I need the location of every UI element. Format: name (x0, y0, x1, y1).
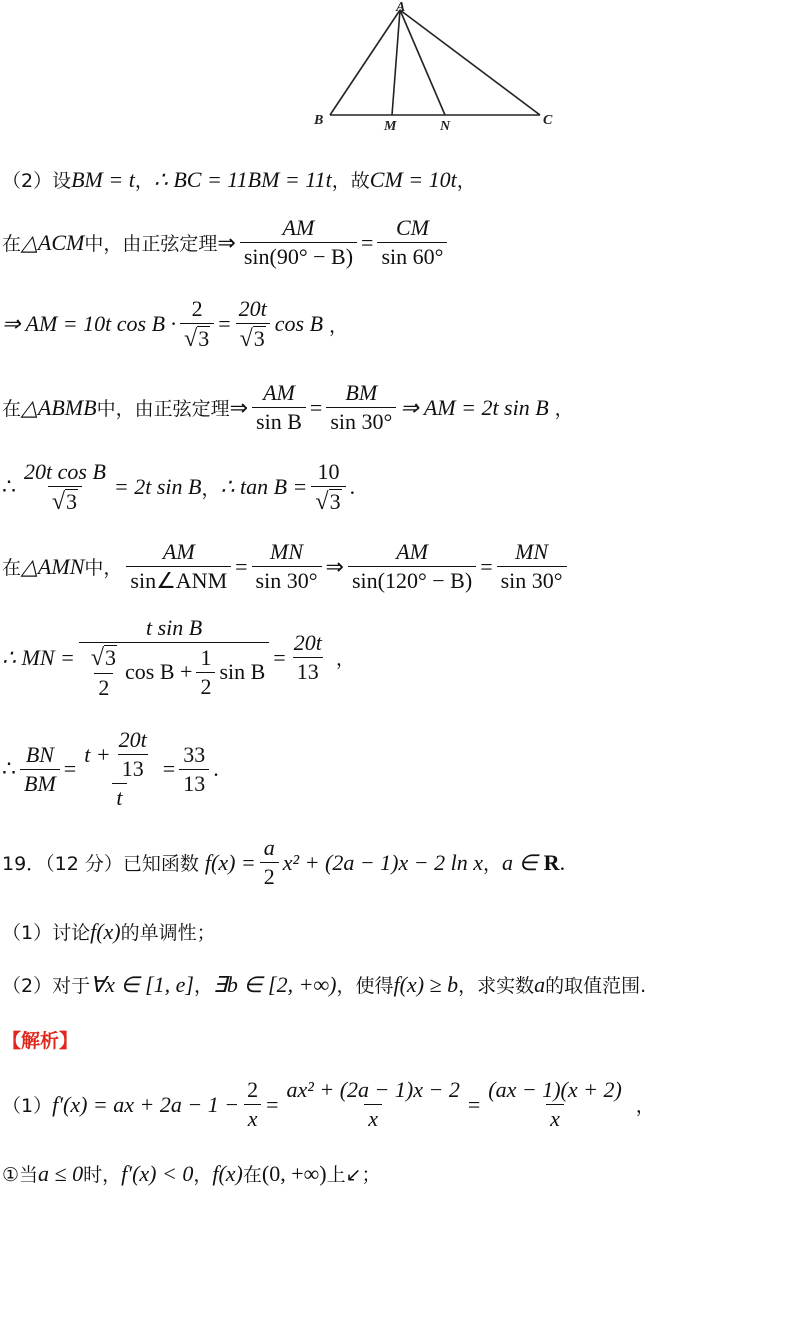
mn-result-line: ∴ MN = t sin B √ 3 2 cos B + $\frac{1}{2}$ sin B = $\frac{20t}{13}$ ， (2, 615, 355, 700)
fraction: $\frac{AM}{\sin(120^\circ - B)}$ (348, 540, 476, 593)
fraction: 2 √ 3 (180, 297, 214, 352)
fraction: $\frac{AM}{\text{sin∠ANM}}$ (126, 540, 231, 593)
fraction: $\frac{AM}{\text{sin B}}$ (252, 381, 306, 434)
fraction: √ 3 2 (90, 645, 117, 700)
amn-sine-law-line: 在 △AMN 中， $\frac{AM}{\text{sin∠ANM}}$ = $\frac{MN}{\sin 30^\circ}$ ⇒ $\frac{AM}{\sin(120^\circ - B)}$ = $\frac{MN}{\sin 30^\circ}$ (2, 540, 571, 593)
fraction: $\frac{AM}{\sin(90^\circ - B)}$ (240, 216, 357, 269)
fraction: 10 √ 3 (311, 460, 345, 515)
fraction: 20t cos B √ 3 (24, 459, 106, 516)
fraction: 20t √ 3 (235, 297, 271, 352)
vertex-a-label: A (396, 0, 406, 15)
compound-fraction: t sin B √ 3 2 cos B + $\frac{1}{2}$ sin B (79, 616, 269, 700)
fraction: $\frac{\text{ax² + (2a − 1)x − 2}}{x}$ (286, 1077, 460, 1132)
vertex-b-label: B (314, 113, 324, 128)
ratio-result-line: ∴ $\frac{BN}{BM}$ = t + $\frac{20t}{13}$ t = $\frac{33}{13}$ . (2, 727, 219, 811)
fraction: $\frac{(ax - 1)(x + 2)}{x}$ (488, 1077, 622, 1132)
case-1-line: ①当 a ≤ 0 时， f′(x) < 0 ， f(x) 在 (0, +∞) 上↙； (2, 1160, 381, 1186)
am-expression-line: ⇒ AM = 10t cos B · 2 √ 3 = 20t √ 3 cos B ， (2, 296, 349, 353)
fraction: $\frac{a}{2}$ (260, 836, 279, 889)
vertex-c-label: C (543, 113, 553, 128)
triangle-figure (0, 0, 800, 140)
acm-sine-law-line: 在 △ACM 中，由正弦定理 ⇒ $\frac{AM}{\sin(90^\circ - B)}$ = $\frac{CM}{\sin 60^\circ}$ (2, 216, 451, 269)
fraction: $\frac{33}{13}$ (179, 743, 209, 796)
fraction: $\frac{BN}{BM}$ (20, 743, 60, 796)
fraction: $\frac{MN}{\sin 30^\circ}$ (252, 540, 322, 593)
part2-intro-line: （2）设 BM = t ， ∴ BC = 11BM = 11t ，故 CM = 10t ， (2, 166, 476, 192)
vertex-n-label: N (440, 119, 451, 134)
fraction: $\frac{20t}{13}$ (118, 727, 147, 782)
fraction: $\frac{CM}{\sin 60^\circ}$ (377, 216, 447, 269)
compound-fraction: t + $\frac{20t}{13}$ t (80, 728, 159, 811)
fraction: $\frac{2}{x}$ (243, 1078, 262, 1131)
side-ab (330, 10, 400, 115)
fraction: $\frac{1}{2}$ (196, 646, 215, 699)
segment-an (400, 10, 445, 115)
tan-b-line: ∴ 20t cos B √ 3 = 2t sin B ， ∴ tan B = 10 √ 3 . (2, 459, 356, 516)
analysis-heading: 【解析】 (2, 1030, 79, 1052)
fraction: $\frac{BM}{\sin 30^\circ}$ (326, 381, 396, 434)
solution-part1-line: （1） f′(x) = ax + 2a − 1 − $\frac{2}{x}$ = $\frac{\text{ax² + (2a − 1)x − 2}}{x}$ = $\frac{(ax - 1)(x + 2)}{x}$ ， (2, 1077, 655, 1132)
question-19-part1-line: （1）讨论 f(x) 的单调性； (2, 918, 216, 944)
side-ac (400, 10, 540, 115)
fraction: $\frac{MN}{\sin 30^\circ}$ (497, 540, 567, 593)
segment-am (392, 10, 400, 115)
abm-sine-law-line: 在 △ABMB 中，由正弦定理 ⇒ $\frac{AM}{\text{sin B}}$ = $\frac{BM}{\sin 30^\circ}$ ⇒ AM = 2t sin B ， (2, 380, 574, 435)
fraction: $\frac{20t}{13}$ (293, 630, 322, 685)
vertex-m-label: M (384, 119, 397, 134)
question-19-line: 19．（12 分）已知函数 f(x) = $\frac{a}{2}$ x² + (2a − 1)x − 2 ln x ， a ∈ R . (2, 835, 566, 890)
question-19-part2-line: （2）对于 ∀x ∈ [1, e] ， ∃b ∈ [2, +∞) ，使得 f(x) ≥ b ，求实数 a 的取值范围. (2, 971, 647, 997)
